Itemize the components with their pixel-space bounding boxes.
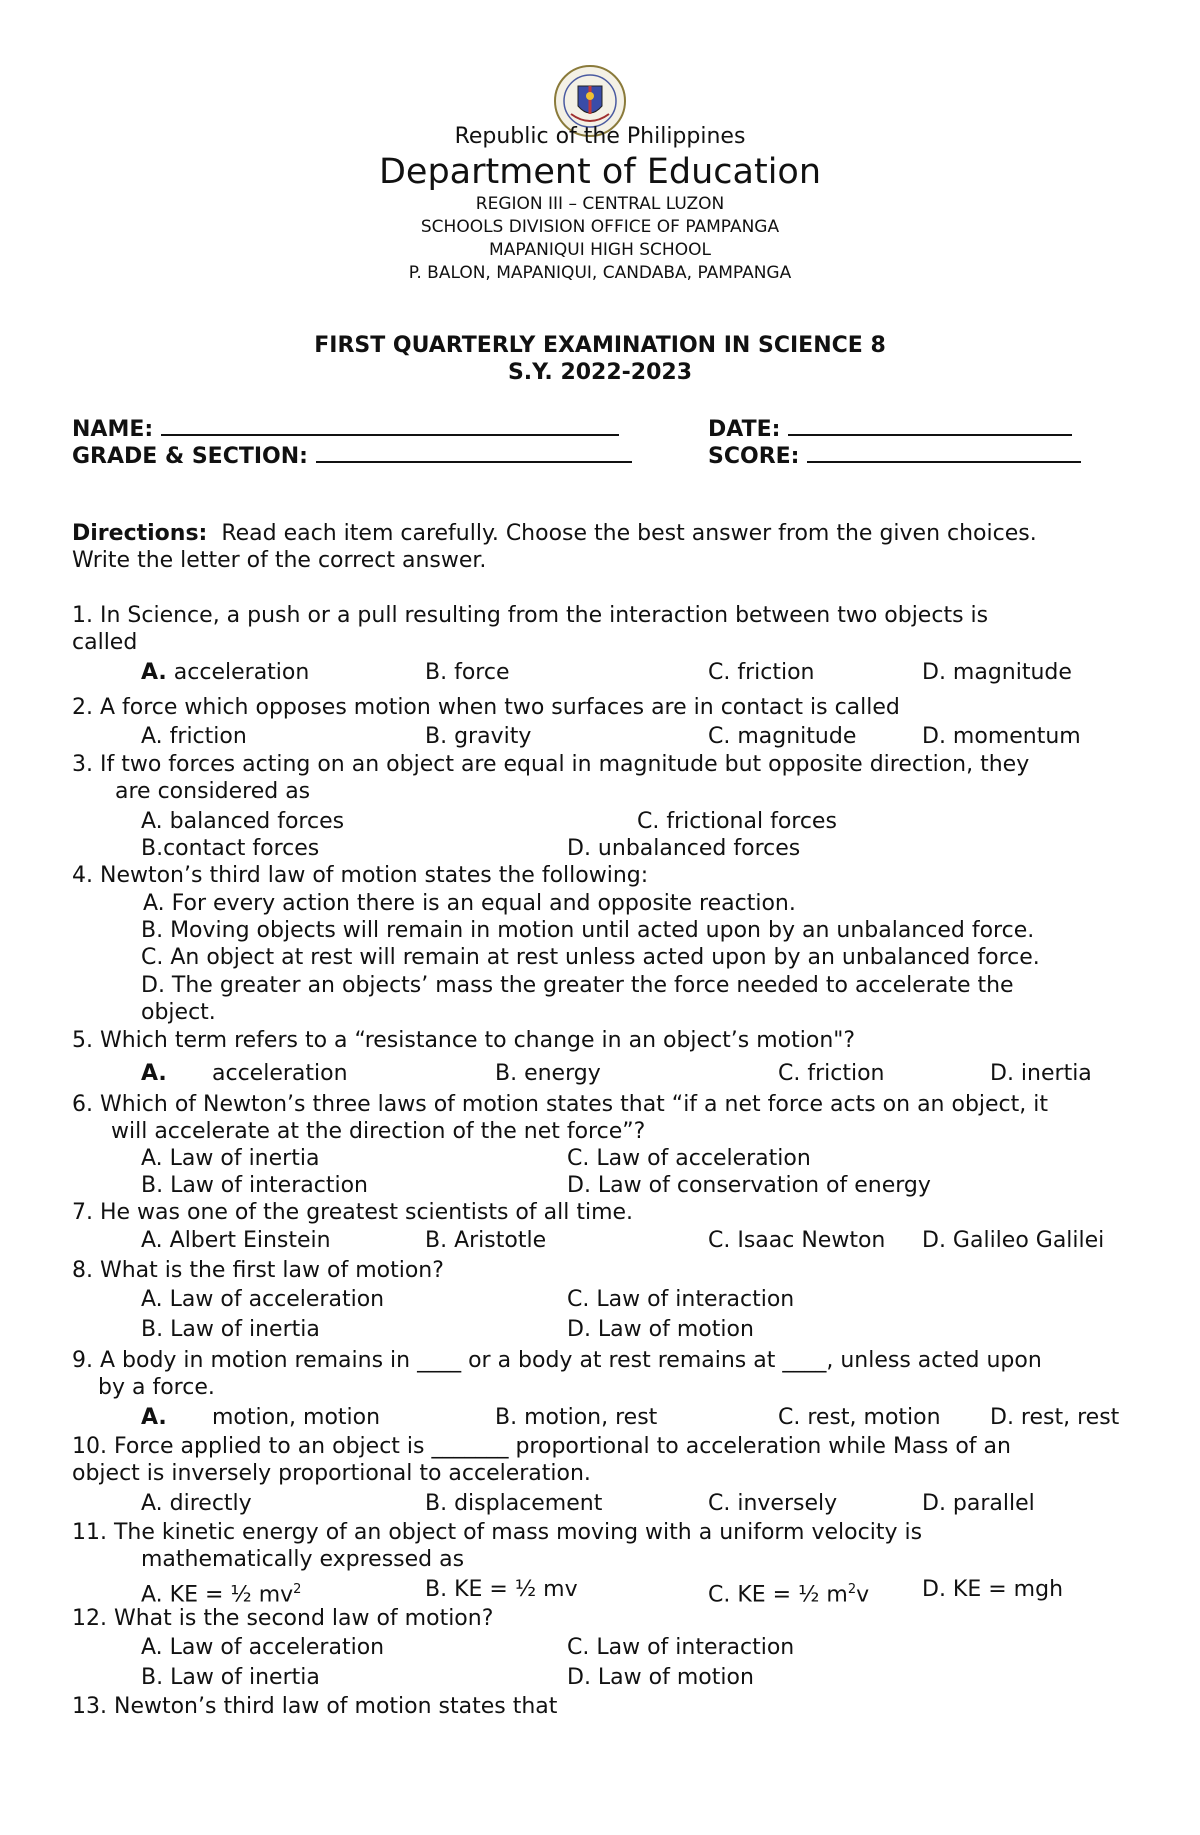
q12-choice-c: C. Law of interaction — [567, 1635, 795, 1660]
q4-choice-d: D. The greater an objects’ mass the greater the force needed to accelerate the — [141, 973, 1014, 998]
q13-stem: 13. Newton’s third law of motion states that — [72, 1694, 558, 1719]
q5-stem: 5. Which term refers to a “resistance to change in an object’s motion"? — [72, 1028, 856, 1053]
q8-choice-c: C. Law of interaction — [567, 1287, 795, 1312]
q7-choice-a: A. Albert Einstein — [141, 1228, 331, 1253]
q2-stem: 2. A force which opposes motion when two surfaces are in contact is called — [72, 695, 900, 720]
q9-choice-b: B. motion, rest — [495, 1405, 658, 1430]
grade-section-blank[interactable] — [316, 439, 632, 463]
q10-choice-a: A. directly — [141, 1491, 252, 1516]
q7-choice-d: D. Galileo Galilei — [922, 1228, 1105, 1253]
q3-choice-b: B.contact forces — [141, 836, 320, 861]
q8-choice-d: D. Law of motion — [567, 1317, 754, 1342]
school-year: S.Y. 2022-2023 — [507, 360, 693, 385]
q3-stem-cont: are considered as — [115, 779, 311, 804]
q11-choice-b: B. KE = ½ mv — [425, 1577, 578, 1602]
q1-stem-cont: called — [72, 630, 138, 655]
q4-stem: 4. Newton’s third law of motion states the following: — [72, 863, 649, 888]
q2-choice-b: B. gravity — [425, 724, 532, 749]
q8-choice-a: A. Law of acceleration — [141, 1287, 385, 1312]
q6-choice-a: A. Law of inertia — [141, 1146, 320, 1171]
q12-choice-a: A. Law of acceleration — [141, 1635, 385, 1660]
directions — [72, 520, 1037, 547]
q10-choice-d: D. parallel — [922, 1491, 1035, 1516]
q3-stem: 3. If two forces acting on an object are equal in magnitude but opposite direction, they — [72, 752, 1030, 777]
q1-choice-c: C. friction — [708, 660, 815, 685]
q9-stem-cont: by a force. — [98, 1375, 215, 1400]
q2-choice-c: C. magnitude — [708, 724, 857, 749]
q5-choice-c: C. friction — [778, 1061, 885, 1086]
q11-choice-c: C. KE = ½ $m^2v$ — [708, 1582, 870, 1608]
q8-choice-b: B. Law of inertia — [141, 1317, 320, 1342]
q7-stem: 7. He was one of the greatest scientists of all time. — [72, 1200, 634, 1225]
q12-stem: 12. What is the second law of motion? — [72, 1606, 494, 1631]
q3-choice-a: A. balanced forces — [141, 809, 345, 834]
q4-choice-d-cont: object. — [141, 1000, 216, 1025]
q10-stem: 10. Force applied to an object is _______ proportional to acceleration while Mass of an — [72, 1434, 1011, 1459]
grade-section-field[interactable] — [72, 439, 632, 470]
q1-choice-d: D. magnitude — [922, 660, 1072, 685]
date-blank[interactable] — [788, 412, 1072, 436]
address-line: P. BALON, MAPANIQUI, CANDABA, PAMPANGA — [408, 263, 792, 283]
q10-stem-cont: object is inversely proportional to acceleration. — [72, 1461, 591, 1486]
exam-title: FIRST QUARTERLY EXAMINATION IN SCIENCE 8 — [314, 333, 886, 358]
q6-choice-d: D. Law of conservation of energy — [567, 1173, 931, 1198]
q2-choice-d: D. momentum — [922, 724, 1081, 749]
q3-choice-c: C. frictional forces — [637, 809, 837, 834]
q11-choice-a: A. KE = ½ $mv^2$ — [141, 1582, 302, 1608]
q4-choice-a: A. For every action there is an equal and opposite reaction. — [143, 891, 796, 916]
directions-text-1: Read each item carefully. Choose the best answer from the given choices. — [221, 521, 1037, 546]
region-line: REGION III – CENTRAL LUZON — [475, 194, 725, 214]
q12-choice-b: B. Law of inertia — [141, 1665, 320, 1690]
q11-stem: 11. The kinetic energy of an object of mass moving with a uniform velocity is — [72, 1520, 923, 1545]
q9-choice-a: motion, motion — [212, 1405, 381, 1430]
q5-choice-a-letter: A. — [141, 1061, 167, 1086]
name-label: NAME: — [72, 417, 154, 442]
q5-choice-b: B. energy — [495, 1061, 601, 1086]
directions-label: Directions: — [72, 521, 208, 546]
school-line: MAPANIQUI HIGH SCHOOL — [489, 240, 711, 260]
q9-choice-c: C. rest, motion — [778, 1405, 941, 1430]
republic-heading: Republic of the Philippines — [454, 124, 746, 149]
q6-stem: 6. Which of Newton’s three laws of motion states that “if a net force acts on an object, it — [72, 1092, 1049, 1117]
q6-choice-c: C. Law of acceleration — [567, 1146, 811, 1171]
q10-choice-b: B. displacement — [425, 1491, 603, 1516]
q3-choice-d: D. unbalanced forces — [567, 836, 801, 861]
date-label: DATE: — [708, 417, 781, 442]
q9-choice-d: D. rest, rest — [990, 1405, 1120, 1430]
q9-stem: 9. A body in motion remains in ____ or a body at rest remains at ____, unless acted upon — [72, 1348, 1042, 1373]
q5-choice-a: acceleration — [212, 1061, 348, 1086]
department-heading: Department of Education — [378, 152, 822, 192]
q5-choice-d: D. inertia — [990, 1061, 1092, 1086]
q11-choice-d: D. KE = mgh — [922, 1577, 1064, 1602]
q11-stem-cont: mathematically expressed as — [141, 1547, 465, 1572]
q8-stem: 8. What is the first law of motion? — [72, 1258, 444, 1283]
q6-choice-b: B. Law of interaction — [141, 1173, 368, 1198]
directions-text-2: Write the letter of the correct answer. — [72, 548, 487, 573]
q2-choice-a: A. friction — [141, 724, 247, 749]
q9-choice-a-letter: A. — [141, 1405, 167, 1430]
q10-choice-c: C. inversely — [708, 1491, 838, 1516]
q12-choice-d: D. Law of motion — [567, 1665, 754, 1690]
q1-choice-b: B. force — [425, 660, 510, 685]
score-label: SCORE: — [708, 444, 800, 469]
score-blank[interactable] — [807, 439, 1081, 463]
q7-choice-b: B. Aristotle — [425, 1228, 547, 1253]
q1-stem: 1. In Science, a push or a pull resulting from the interaction between two objects is — [72, 603, 989, 628]
q4-choice-b: B. Moving objects will remain in motion until acted upon by an unbalanced force. — [141, 918, 1035, 943]
grade-section-label: GRADE & SECTION: — [72, 444, 308, 469]
q7-choice-c: C. Isaac Newton — [708, 1228, 886, 1253]
q4-choice-c: C. An object at rest will remain at rest unless acted upon by an unbalanced force. — [141, 945, 1040, 970]
division-line: SCHOOLS DIVISION OFFICE OF PAMPANGA — [420, 217, 780, 237]
q6-stem-cont: will accelerate at the direction of the net force”? — [111, 1119, 646, 1144]
q1-choice-a: A. acceleration — [141, 660, 310, 685]
score-field[interactable] — [708, 439, 1081, 470]
name-blank[interactable] — [161, 412, 619, 436]
